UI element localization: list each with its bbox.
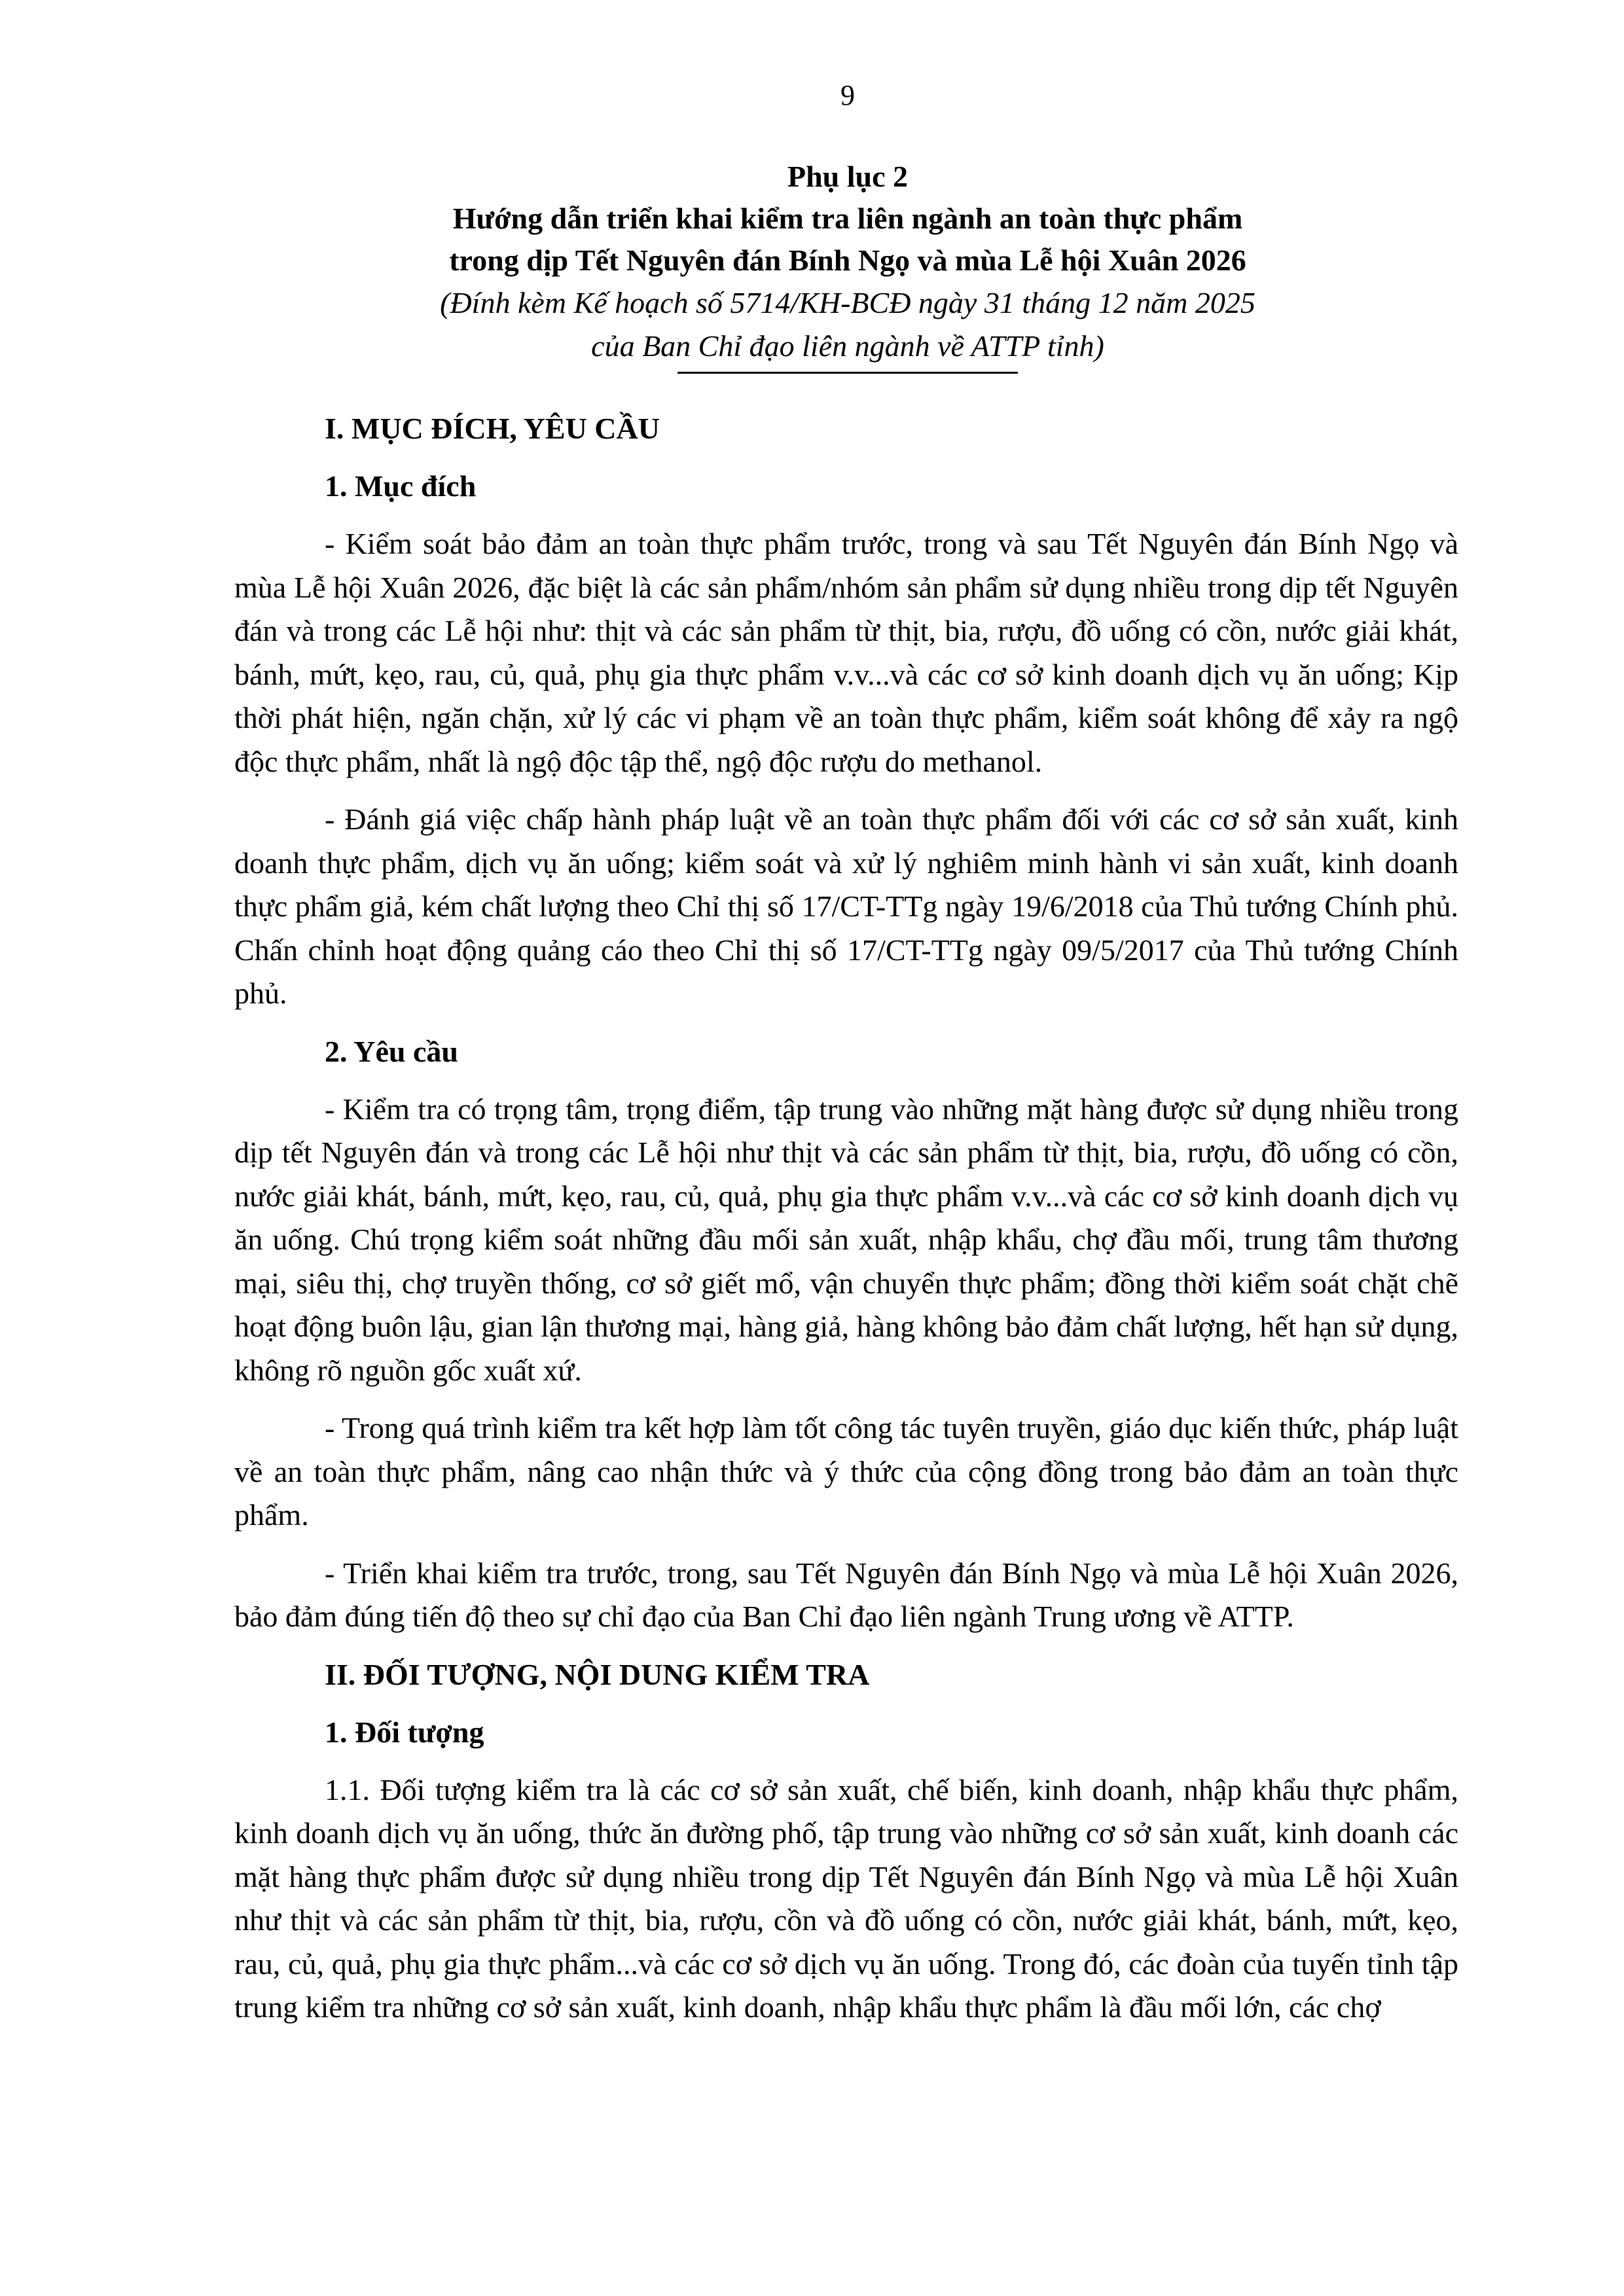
page-number: 9 <box>840 79 855 111</box>
subheading-requirements: 2. Yêu cầu <box>325 1034 459 1068</box>
paragraph: - Trong quá trình kiểm tra kết hợp làm tốt công tác tuyên truyền, giáo dục kiến thức, pháp luật về an toàn thực phẩm, nâng cao nhận thức và ý thức của cộng đồng trong bảo đảm an toàn thực phẩm. <box>234 1411 1458 1532</box>
document-title-line-2: trong dịp Tết Nguyên đán Bính Ngọ và mùa Lễ hội Xuân 2026 <box>449 243 1246 277</box>
paragraph: - Kiểm soát bảo đảm an toàn thực phẩm trước, trong và sau Tết Nguyên đán Bính Ngọ và mùa Lễ hội Xuân 2026, đặc biệt là các sản phẩm/nhóm sản phẩm sử dụng nhiều trong dịp tết Nguyên đán và trong các Lễ hội như: thịt và các sản phẩm từ thịt, bia, rượu, đồ uống có cồn, nước giải khát, bánh, mứt, kẹo, rau, củ, quả, phụ gia thực phẩm v.v...và các cơ sở kinh doanh dịch vụ ăn uống; Kịp thời phát hiện, ngăn chặn, xử lý các vi phạm về an toàn thực phẩm, kiểm soát không để xảy ra ngộ độc thực phẩm, nhất là ngộ độc tập thể, ngộ độc rượu do methanol. <box>234 527 1458 778</box>
paragraph: 1.1. Đối tượng kiểm tra là các cơ sở sản xuất, chế biến, kinh doanh, nhập khẩu thực phẩm, kinh doanh dịch vụ ăn uống, thức ăn đường phố, tập trung vào những cơ sở sản xuất, kinh doanh các mặt hàng thực phẩm được sử dụng nhiều trong dịp Tết Nguyên đán Bính Ngọ và mùa Lễ hội Xuân như thịt và các sản phẩm từ thịt, bia, rượu, cồn và đồ uống có cồn, nước giải khát, bánh, mứt, kẹo, rau, củ, quả, phụ gia thực phẩm...và các cơ sở dịch vụ ăn uống. Trong đó, các đoàn của tuyến tỉnh tập trung kiểm tra những cơ sở sản xuất, kinh doanh, nhập khẩu thực phẩm là đầu mối lớn, các chợ <box>234 1772 1458 2024</box>
paragraph: - Kiểm tra có trọng tâm, trọng điểm, tập trung vào những mặt hàng được sử dụng nhiều trong dịp tết Nguyên đán và trong các Lễ hội như thịt và các sản phẩm từ thịt, bia, rượu, đồ uống có cồn, nước giải khát, bánh, mứt, kẹo, rau, củ, quả, phụ gia thực phẩm v.v...và các cơ sở kinh doanh dịch vụ ăn uống. Chú trọng kiểm soát những đầu mối sản xuất, nhập khẩu, chợ đầu mối, trung tâm thương mại, siêu thị, chợ truyền thống, cơ sở giết mổ, vận chuyển thực phẩm; đồng thời kiểm soát chặt chẽ hoạt động buôn lậu, gian lận thương mại, hàng giả, hàng không bảo đảm chất lượng, hết hạn sử dụng, không rõ nguồn gốc xuất xứ. <box>234 1092 1458 1387</box>
subheading-subjects: 1. Đối tượng <box>325 1715 484 1749</box>
document-title-line-1: Hướng dẫn triển khai kiểm tra liên ngành an toàn thực phẩm <box>452 202 1243 235</box>
section-heading-purpose-requirements: I. MỤC ĐÍCH, YÊU CẦU <box>325 412 660 445</box>
section-heading-subjects-content: II. ĐỐI TƯỢNG, NỘI DUNG KIỂM TRA <box>325 1657 870 1691</box>
document-body <box>234 407 1458 2044</box>
attachment-note-line-2: của Ban Chỉ đạo liên ngành về ATTP tỉnh) <box>591 329 1104 363</box>
attachment-note-line-1: (Đính kèm Kế hoạch số 5714/KH-BCĐ ngày 31 tháng 12 năm 2025 <box>440 286 1255 319</box>
document-header <box>236 156 1460 374</box>
paragraph: - Đánh giá việc chấp hành pháp luật về an toàn thực phẩm đối với các cơ sở sản xuất, kinh doanh thực phẩm, dịch vụ ăn uống; kiểm soát và xử lý nghiêm minh hành vi sản xuất, kinh doanh thực phẩm giả, kém chất lượng theo Chỉ thị số 17/CT-TTg ngày 19/6/2018 của Thủ tướng Chính phủ. Chấn chỉnh hoạt động quảng cáo theo Chỉ thị số 17/CT-TTg ngày 09/5/2017 của Thủ tướng Chính phủ. <box>234 802 1458 1010</box>
header-divider <box>677 372 1018 374</box>
subheading-purpose: 1. Mục đích <box>325 469 477 503</box>
appendix-title: Phụ lục 2 <box>787 160 909 193</box>
paragraph: - Triển khai kiểm tra trước, trong, sau Tết Nguyên đán Bính Ngọ và mùa Lễ hội Xuân 2026, bảo đảm đúng tiến độ theo sự chỉ đạo của Ban Chỉ đạo liên ngành Trung ương về ATTP. <box>234 1556 1458 1633</box>
